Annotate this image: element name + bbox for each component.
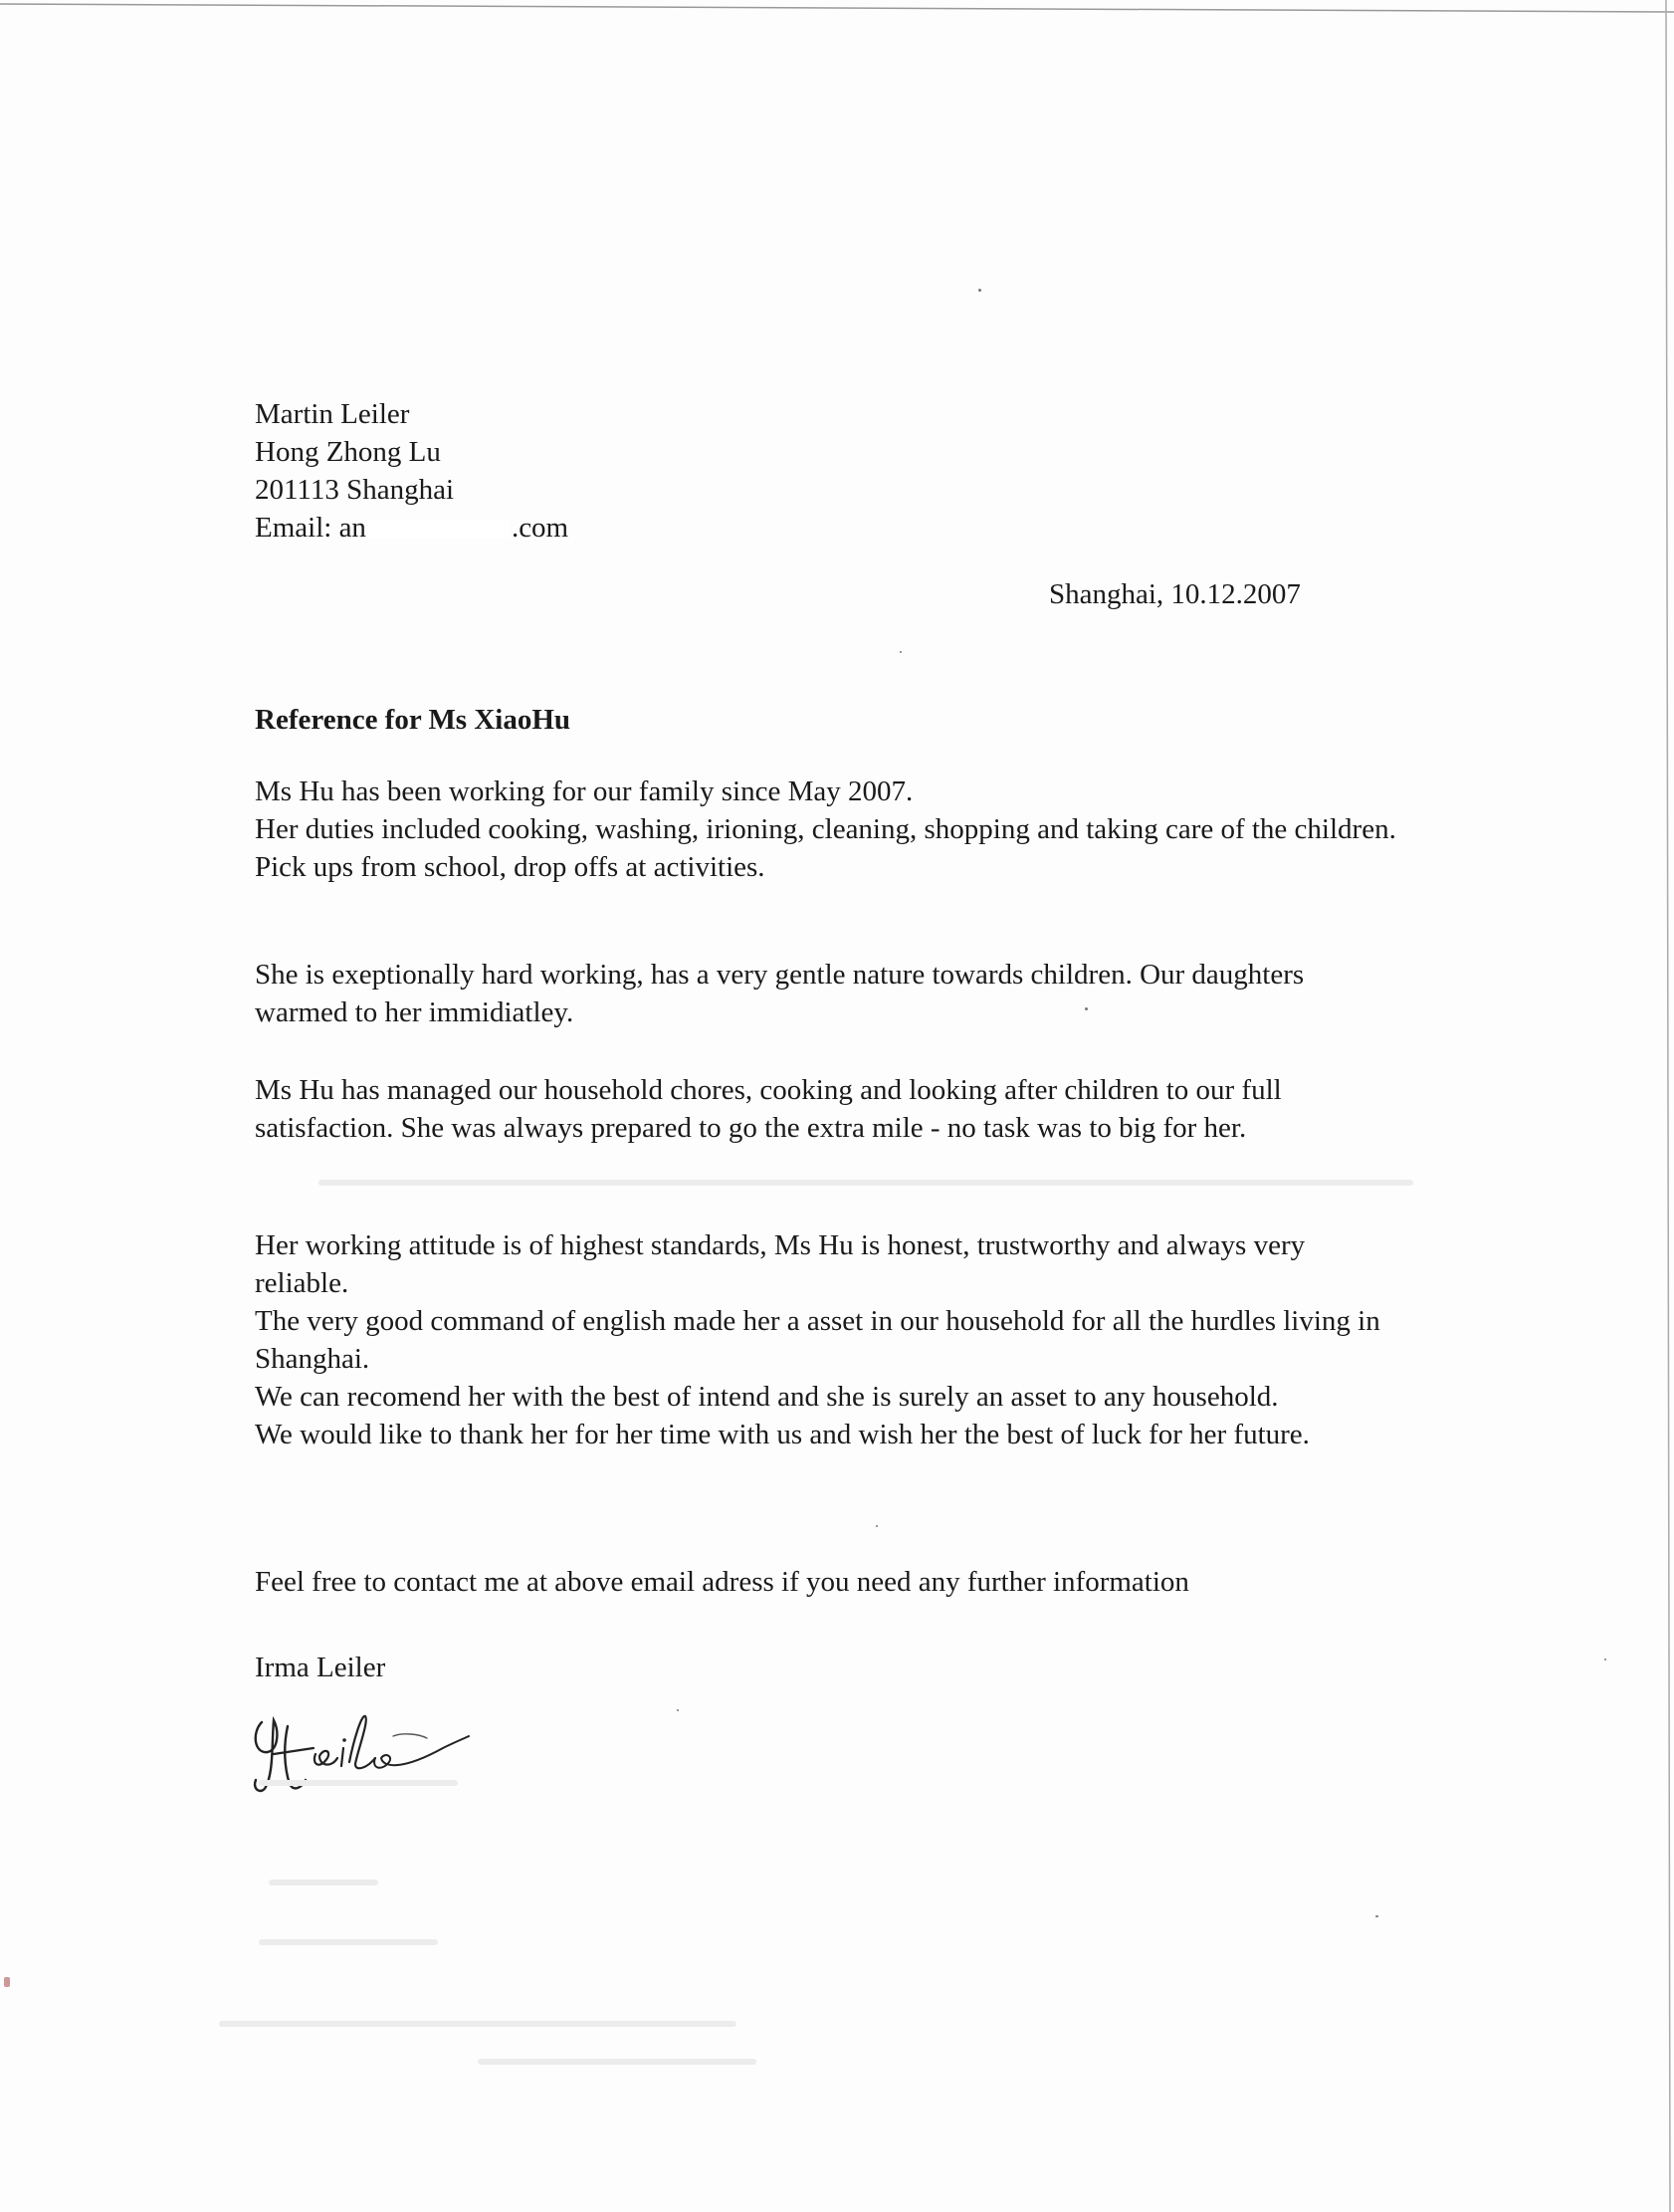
scan-edge-right	[1660, 0, 1674, 2212]
sender-name: Martin Leiler	[255, 398, 410, 430]
scan-speck	[900, 651, 902, 653]
sender-address	[255, 395, 568, 547]
scan-bleed-line	[259, 1939, 438, 1945]
paragraph-household: Ms Hu has managed our household chores, cooking and looking after children to our full satisfaction. She was always prepared to go the extra mile - no task was to big for her.	[255, 1074, 1282, 1144]
scan-bleed-line	[259, 1780, 458, 1786]
paragraph-recommendation	[255, 1226, 1399, 1453]
date-line: Shanghai, 10.12.2007	[1049, 578, 1301, 610]
paragraph-duties	[255, 773, 1399, 886]
paragraph-line: Her working attitude is of highest standards, Ms Hu is honest, trustworthy and always very reliable.	[255, 1229, 1306, 1299]
scan-speck	[4, 1977, 10, 1987]
scan-speck	[1085, 1007, 1088, 1010]
paragraph-line: We can recomend her with the best of intend and she is surely an asset to any household.	[255, 1381, 1279, 1413]
sender-email	[255, 509, 568, 547]
paragraph-line: Pick ups from school, drop offs at activities.	[255, 851, 765, 883]
email-suffix: .com	[511, 512, 569, 544]
scan-bleed-line	[478, 2059, 756, 2065]
scan-bleed-line	[269, 1880, 378, 1885]
closing-name: Irma Leiler	[255, 1652, 386, 1683]
scan-speck	[1375, 1915, 1378, 1917]
paragraph-character: She is exeptionally hard working, has a very gentle nature towards children. Our daughters warmed to her immidiatley.	[255, 959, 1305, 1028]
sender-street: Hong Zhong Lu	[255, 436, 441, 468]
scan-speck	[876, 1525, 878, 1527]
scan-edge-top	[0, 0, 1674, 18]
email-prefix: Email: an	[255, 512, 366, 544]
paragraph-line: The very good command of english made her a asset in our household for all the hurdles living in Shanghai.	[255, 1305, 1380, 1375]
paragraph-line: We would like to thank her for her time with us and wish her the best of luck for her future.	[255, 1419, 1310, 1450]
scan-speck	[1604, 1659, 1606, 1660]
scan-bleed-line	[318, 1180, 1413, 1186]
paragraph-line: Ms Hu has been working for our family since May 2007.	[255, 775, 914, 807]
email-redaction	[368, 521, 510, 539]
paragraph-line: Her duties included cooking, washing, irioning, cleaning, shopping and taking care of the children.	[255, 813, 1396, 845]
scan-speck	[978, 289, 981, 292]
subject-heading: Reference for Ms XiaoHu	[255, 704, 571, 736]
sender-city: 201113 Shanghai	[255, 474, 455, 506]
scan-bleed-line	[219, 2021, 736, 2027]
scan-speck	[677, 1709, 679, 1711]
paragraph-contact: Feel free to contact me at above email adress if you need any further information	[255, 1566, 1189, 1598]
